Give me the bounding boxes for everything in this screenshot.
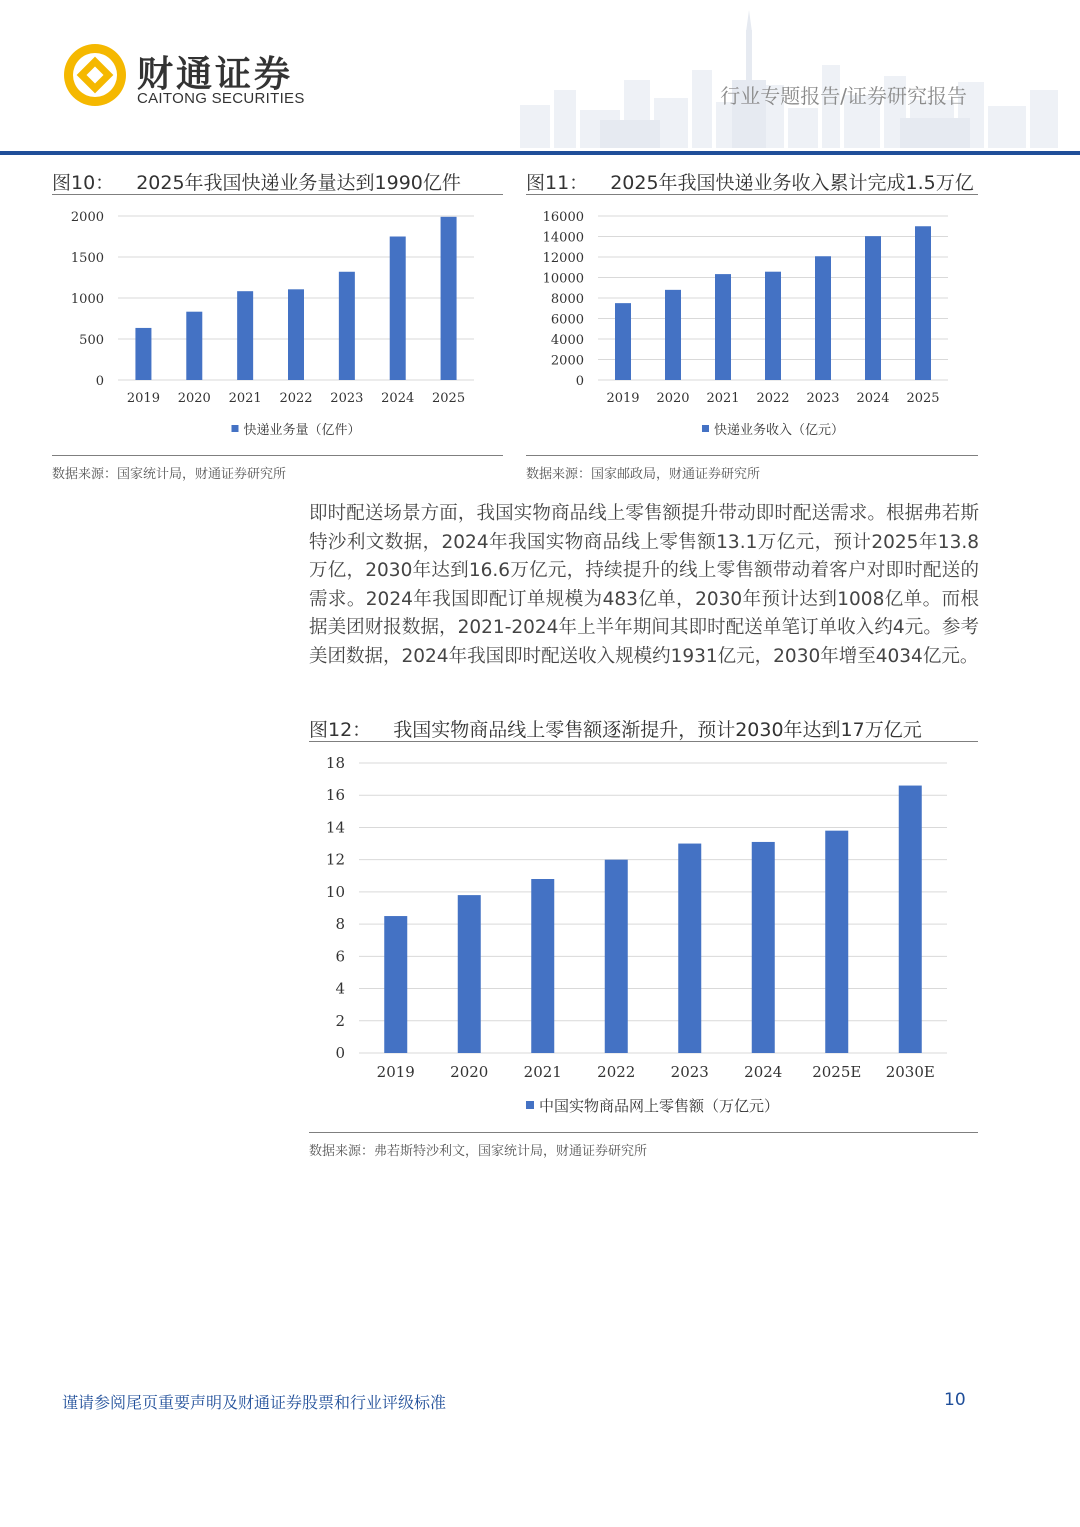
x-tick-label: 2020 xyxy=(656,391,690,406)
bar-2030E xyxy=(899,786,922,1053)
figure-10-chart xyxy=(52,198,503,448)
figure-12-title: 我国实物商品线上零售额逐渐提升，预计2030年达到17万亿元 xyxy=(393,719,922,741)
bar-2021 xyxy=(531,879,554,1053)
bar-2024 xyxy=(752,842,775,1053)
y-tick-label: 8 xyxy=(335,915,345,934)
x-tick-label: 2021 xyxy=(706,391,740,406)
legend-label: 快递业务量（亿件） xyxy=(243,423,361,438)
x-tick-label: 2019 xyxy=(126,391,160,406)
bar-2021 xyxy=(715,274,731,380)
y-tick-label: 2 xyxy=(335,1011,345,1030)
figure-11-top-rule xyxy=(526,194,978,195)
y-tick-label: 1000 xyxy=(70,292,104,307)
bar-2024 xyxy=(865,236,881,380)
figure-11-source: 数据来源：国家邮政局，财通证券研究所 xyxy=(526,467,761,482)
y-tick-label: 2000 xyxy=(550,353,584,369)
x-tick-label: 2019 xyxy=(376,1063,415,1081)
x-tick-label: 2025 xyxy=(906,391,940,406)
x-tick-label: 2025 xyxy=(432,391,466,406)
legend-swatch xyxy=(702,425,709,432)
bar-2024 xyxy=(390,237,406,381)
y-tick-label: 0 xyxy=(575,374,584,389)
bar-2023 xyxy=(678,844,701,1053)
y-tick-label: 4000 xyxy=(550,333,584,348)
figure-12-label: 图12： xyxy=(309,719,372,741)
page-number: 10 xyxy=(944,1390,966,1410)
y-tick-label: 12000 xyxy=(542,251,584,266)
y-tick-label: 10000 xyxy=(542,271,584,287)
y-tick-label: 14 xyxy=(325,818,345,837)
bar-2022 xyxy=(288,289,304,380)
bar-2021 xyxy=(237,291,253,380)
figure-10-title: 2025年我国快递业务量达到1990亿件 xyxy=(136,172,461,194)
bar-2019 xyxy=(615,303,631,380)
x-tick-label: 2023 xyxy=(670,1063,709,1081)
figure-11-label: 图11： xyxy=(526,172,589,194)
figure-10-label: 图10： xyxy=(52,172,115,194)
caitong-logo-icon xyxy=(60,40,130,110)
brand-name-cn: 财通证券 xyxy=(137,53,294,95)
figure-10-caption xyxy=(52,168,461,195)
y-tick-label: 500 xyxy=(79,333,104,348)
figure-12-caption xyxy=(309,715,922,742)
x-tick-label: 2022 xyxy=(279,391,313,406)
y-tick-label: 2000 xyxy=(70,210,104,225)
bar-2023 xyxy=(815,256,831,380)
bar-2020 xyxy=(186,312,202,380)
x-tick-label: 2025E xyxy=(812,1063,862,1081)
bar-2020 xyxy=(665,290,681,380)
y-tick-label: 4 xyxy=(335,979,345,998)
x-tick-label: 2021 xyxy=(228,391,262,406)
figure-12-source: 数据来源：弗若斯特沙利文，国家统计局，财通证券研究所 xyxy=(309,1144,648,1159)
x-tick-label: 2024 xyxy=(856,391,890,406)
figure-11-bottom-rule xyxy=(526,455,978,456)
legend-label: 快递业务收入（亿元） xyxy=(713,423,845,438)
x-tick-label: 2022 xyxy=(597,1063,636,1081)
report-type-label: 行业专题报告/证券研究报告 xyxy=(720,84,967,108)
y-tick-label: 12 xyxy=(325,850,345,869)
y-tick-label: 16 xyxy=(325,786,345,805)
bar-2025E xyxy=(825,831,848,1053)
y-tick-label: 16000 xyxy=(542,210,584,225)
bar-2025 xyxy=(915,226,931,380)
x-tick-label: 2024 xyxy=(381,391,415,406)
x-tick-label: 2022 xyxy=(756,391,790,406)
bar-2022 xyxy=(765,272,781,380)
y-tick-label: 6000 xyxy=(550,312,584,328)
figure-11-chart xyxy=(526,198,978,448)
y-tick-label: 18 xyxy=(325,754,345,772)
bar-2019 xyxy=(135,328,151,380)
x-tick-label: 2021 xyxy=(523,1063,562,1081)
y-tick-label: 0 xyxy=(335,1044,345,1062)
figure-11-caption xyxy=(526,168,974,195)
x-tick-label: 2030E xyxy=(885,1063,935,1081)
figure-10-bottom-rule xyxy=(52,455,503,456)
x-tick-label: 2020 xyxy=(177,391,211,406)
bar-2020 xyxy=(458,895,481,1053)
brand-name-en: CAITONG SECURITIES xyxy=(137,90,305,107)
figure-10-source: 数据来源：国家统计局，财通证券研究所 xyxy=(52,467,287,482)
bar-2023 xyxy=(339,272,355,380)
y-tick-label: 6 xyxy=(335,947,345,966)
bar-2019 xyxy=(384,916,407,1053)
figure-12-chart xyxy=(309,745,978,1125)
figure-10-top-rule xyxy=(52,194,503,195)
header-divider xyxy=(0,151,1080,155)
x-tick-label: 2024 xyxy=(744,1063,783,1081)
x-tick-label: 2023 xyxy=(806,391,840,406)
figure-12-top-rule xyxy=(309,741,978,742)
x-tick-label: 2019 xyxy=(606,391,640,406)
legend-swatch xyxy=(231,425,238,432)
y-tick-label: 0 xyxy=(95,374,104,389)
figure-11-title: 2025年我国快递业务收入累计完成1.5万亿 xyxy=(610,172,974,194)
y-tick-label: 14000 xyxy=(542,230,584,246)
x-tick-label: 2023 xyxy=(330,391,364,406)
figure-12-bottom-rule xyxy=(309,1132,978,1133)
bar-2022 xyxy=(605,860,628,1053)
body-paragraph: 即时配送场景方面，我国实物商品线上零售额提升带动即时配送需求。根据弗若斯特沙利文数据，2024年我国实物商品线上零售额13.1万亿元，预计2025年13.8万亿，2030年达到16.6万亿元，持续提升的线上零售额带动着客户对即时配送的需求。2024年我国即配订单规模为483亿单，2030年预计达到1008亿单。而根据美团财报数据，2021-2024年上半年期间其即时配送单笔订单收入约4元。参考美团数据，2024年我国即时配送收入规模约1931亿元，2030年增至4034亿元。 xyxy=(309,503,979,667)
y-tick-label: 10 xyxy=(325,882,345,901)
bar-2025 xyxy=(441,217,457,380)
x-tick-label: 2020 xyxy=(450,1063,489,1081)
y-tick-label: 1500 xyxy=(70,251,104,266)
legend-swatch xyxy=(526,1101,534,1109)
y-tick-label: 8000 xyxy=(550,292,584,307)
legend-label: 中国实物商品网上零售额（万亿元） xyxy=(538,1097,780,1115)
header-skyline-graphic xyxy=(520,10,1080,148)
footer-disclaimer-note: 谨请参阅尾页重要声明及财通证券股票和行业评级标准 xyxy=(62,1393,447,1412)
